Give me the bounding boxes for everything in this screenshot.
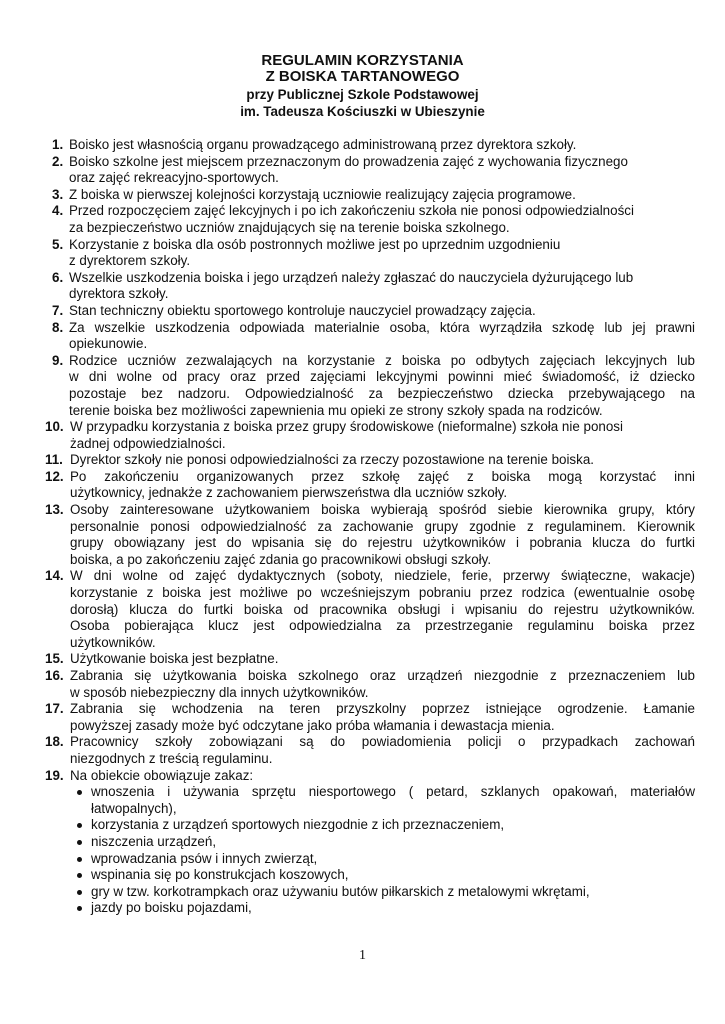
rule-number: 4. [52,203,64,219]
rule-number: 19. [45,767,64,783]
bullet-icon [77,873,82,878]
prohibition-text-line: łatwopalnych), [91,800,177,816]
prohibition-text-line: gry w tzw. korkotrampkach oraz używaniu butów piłkarskich z metalowymi wkrętami, [91,883,590,899]
rule-text-line: za bezpieczeństwo uczniów znajdujących się na terenie boiska szkolnego. [69,219,510,235]
rule-item [45,668,695,701]
rule-text-line: dyrektora szkoły. [69,286,169,302]
rule-text-line: Osoby zainteresowane użytkowaniem boiska wybierają spośród siebie kierownika grupy, który [70,502,695,518]
rule-text-line: Zabrania się wchodzenia na teren przyszkolny poprzez istniejące ogrodzenie. Łamanie [70,701,695,717]
rule-item [50,270,695,303]
rule-text-line: użytkowników. [70,634,156,650]
rule-item [45,468,695,502]
rule-text-line: korzystanie z boiska jest możliwe po wcześniejszym pobraniu przez rodzica (ewentualnie osobę [70,585,695,601]
rule-text-line: oraz zajęć rekreacyjno-sportowych. [69,170,279,186]
rule-text-line: Pracownicy szkoły zobowiązani są do powiadomienia policji o przypadkach zachowań [70,734,695,750]
rule-text-line: Stan techniczny obiektu sportowego kontroluje nauczyciel prowadzący zajęcia. [69,302,536,318]
bullet-icon [77,840,82,845]
rule-item [50,137,695,154]
subtitle-line-1: przy Publicznej Szkole Podstawowej [246,87,479,102]
prohibition-item [50,817,695,834]
rule-number: 14. [45,568,64,584]
prohibition-text-line: wspinania się po konstrukcjach koszowych, [91,867,349,883]
rule-number: 17. [45,701,64,717]
prohibition-text-line: niszczenia urządzeń, [91,833,217,849]
rule-text-line: Użytkowanie boiska jest bezpłatne. [70,651,279,667]
rule-item [45,651,695,668]
prohibition-text-line: wnoszenia i używania sprzętu niesportowego ( petard, szklanych opakowań, materiałów [91,784,695,800]
rule-text-line: W przypadku korzystania z boiska przez grupy środowiskowe (nieformalne) szkoła nie ponosi [70,419,623,435]
rule-text-line: Wszelkie uszkodzenia boiska i jego urządzeń należy zgłaszać do nauczyciela dyżurującego lub [69,269,634,285]
rule-item [45,419,695,452]
rule-text-line: opiekunowie. [69,336,148,352]
rule-text-line: terenie boiska bez możliwości zapewnienia mu opieki ze strony szkoły spada na rodziców. [69,402,603,418]
rule-item [50,237,695,270]
rule-number: 8. [52,319,64,335]
rule-number: 13. [45,502,64,518]
rule-item [45,452,695,469]
rule-number: 10. [45,419,64,435]
title-line-1: REGULAMIN KORZYSTANIA [261,52,464,69]
rule-text-line: powyższej zasady może być odczytane jako próba włamania i dewastacja mienia. [70,717,555,733]
rule-number: 9. [52,352,64,368]
rule-text-line: pozostaje bez nadzoru. Odpowiedzialność za bezpieczeństwo dziecka przebywającego na [69,385,695,401]
rule-text-line: Z boiska w pierwszej kolejności korzystają uczniowie realizujący zajęcia programowe. [69,186,576,202]
rules-list [45,137,695,917]
rule-item [50,320,695,353]
rule-item [50,203,695,236]
rule-text-line: dorosłą) klucza do furtki boiska od pracownika obsługi i wpisaniu do rejestru użytkowników. [70,601,695,617]
rule-number: 12. [45,468,64,484]
prohibition-text-line: korzystania z urządzeń sportowych niezgodnie z ich przeznaczeniem, [91,817,505,833]
bullet-icon [77,857,82,862]
bullet-icon [77,823,82,828]
rule-text-line: użytkownicy, jednakże z zachowaniem pierwszeństwa dla uczniów szkoły. [70,485,508,501]
rule-text-line: z dyrektorem szkoły. [69,253,191,269]
rule-text-line: żadnej odpowiedzialności. [70,435,226,451]
rule-item [50,303,695,320]
bullet-icon [77,906,82,911]
rule-text-line: W dni wolne od zajęć dydaktycznych (soboty, niedziele, ferie, przerwy świąteczne, wakacje) [70,568,695,584]
rule-number: 11. [45,452,63,468]
rule-number: 18. [45,734,64,750]
prohibition-item [50,834,695,851]
rule-number: 5. [52,236,64,252]
rule-text-line: Na obiekcie obowiązuje zakaz: [70,767,254,783]
bullet-icon [77,890,82,895]
rule-text-line: Za wszelkie uszkodzenia odpowiada materialnie osoba, która wyrządziła szkodę lub jej prawni [69,319,695,335]
bullet-icon [77,790,82,795]
prohibition-item [50,867,695,884]
prohibition-item [50,884,695,901]
rule-text-line: grupy obowiązany jest do wpisania się do rejestru użytkowników i pobrania klucza do furtki [70,535,695,551]
rule-text-line: Boisko szkolne jest miejscem przeznaczonym do prowadzenia zajęć z wychowania fizycznego [69,153,628,169]
prohibition-text-line: wprowadzania psów i innych zwierząt, [91,850,318,866]
rule-text-line: w dni wolne od pracy oraz przed zajęciami lekcyjnymi powinni mieć świadomość, iż dziecko [69,369,695,385]
prohibition-item [50,851,695,868]
rule-item [50,353,695,419]
rule-number: 7. [52,302,64,318]
page-number: 1 [359,948,366,963]
rule-text-line: personalnie ponosi odpowiedzialność za zachowanie grupy zgodnie z regulaminem. Kierownik [70,518,695,534]
rule-text-line: Korzystanie z boiska dla osób postronnych możliwe jest po uprzednim uzgodnieniu [69,236,561,252]
rule-number: 3. [52,186,64,202]
rule-item [45,767,695,785]
rule-text-line: Przed rozpoczęciem zajęć lekcyjnych i po ich zakończeniu szkoła nie ponosi odpowiedzialności [69,203,634,219]
rule-number: 15. [45,651,64,667]
rule-text-line: Dyrektor szkoły nie ponosi odpowiedzialności za rzeczy pozostawione na terenie boiska. [70,452,594,468]
rule-item [50,187,695,204]
prohibition-list [50,784,695,917]
rule-number: 1. [52,137,64,152]
prohibition-text-line: jazdy po boisku pojazdami, [91,900,252,916]
rule-item [45,568,695,651]
rule-text-line: Boisko jest własnością organu prowadzącego administrowaną przez dyrektora szkoły. [69,137,577,152]
rule-item [45,502,695,568]
rule-number: 16. [45,668,64,683]
subtitle-line-2: im. Tadeusza Kościuszki w Ubieszynie [240,104,485,119]
rule-number: 6. [52,269,64,285]
rule-text-line: niezgodnych z treścią regulaminu. [70,750,273,766]
rule-item [45,701,695,734]
prohibition-item [50,900,695,917]
rule-text-line: Zabrania się użytkowania boiska szkolnego oraz urządzeń niezgodnie z przeznaczeniem lub [70,668,695,683]
rule-number: 2. [52,153,64,169]
rule-text-line: Rodzice uczniów zezwalających na korzystanie z boiska po odbytych zajęciach lekcyjnych lub [69,352,695,368]
rule-item [50,154,695,187]
rule-text-line: w sposób niebezpieczny dla innych użytkowników. [70,684,369,700]
rule-item [45,734,695,767]
title-line-2: Z BOISKA TARTANOWEGO [265,68,460,85]
rule-text-line: boiska, a po zakończeniu zajęć zdania go pracownikowi obsługi szkoły. [70,551,492,567]
rule-text-line: Po zakończeniu organizowanych przez szkołę zajęć z boiska mogą korzystać inni [70,468,695,484]
prohibition-item [50,784,695,817]
rule-text-line: Osoba pobierająca klucz jest odpowiedzialna za przestrzeganie regulaminu boiska przez [70,618,695,634]
